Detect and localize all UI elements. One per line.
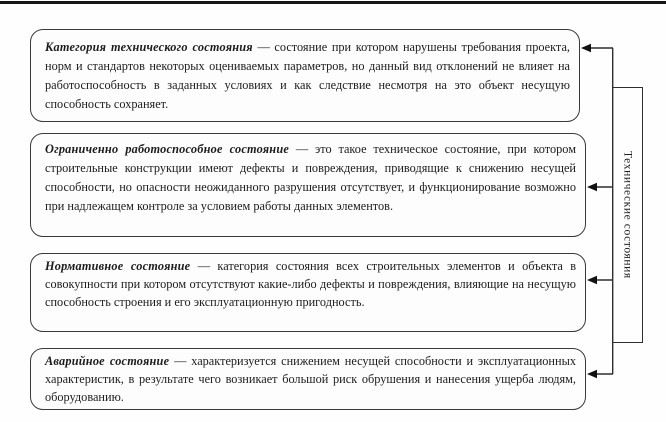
arrow-left-icon (587, 276, 597, 284)
state-box-normative (30, 253, 586, 332)
box-text (31, 30, 579, 114)
box-title: Нормативное состояние (45, 259, 191, 273)
state-box-category (30, 29, 580, 122)
box-body: характеризуется снижением несущей способности и эксплуатационных характеристик, в результате чего возникает большой риск обрушения и нанесения ущерба людям, оборудованию. (45, 354, 577, 404)
box-text (31, 349, 585, 406)
box-body: категория состояния всех строительных элементов и объекта в совокупности при котором отсутствуют какие-либо дефекты и повреждения, влияющие на несущую способность строения и его эксплуатационную пригодность. (45, 259, 577, 309)
box-title: Категория технического состояния (45, 40, 253, 54)
page-top-rule (0, 1, 666, 4)
box-body: это такое техническое состояние, при котором строительные конструкции имеют дефекты и повреждения, приводящие к снижению несущей способности, но опасности неожиданного разрушения отсутствует, и функционирование возможно при надлежащем контроле за условием работы данных элементов. (45, 142, 576, 213)
box-title: Ограниченно работоспособное состояние (45, 142, 290, 156)
technical-states-label-box (612, 87, 643, 343)
box-dash: — (257, 40, 270, 54)
box-title: Аварийное состояние (45, 354, 170, 368)
box-text (31, 134, 585, 216)
box-body: состояние при котором нарушены требования проекта, норм и стандартов некоторых оцениваемых параметров, но данный вид отклонений не влияет на работоспособность в заданных условиях и как следствие несмотря на это объект несущую способность сохраняет. (45, 40, 570, 111)
state-box-limited-operable (30, 133, 586, 237)
technical-states-label: Технические состояния (621, 151, 634, 279)
arrow-left-icon (587, 370, 597, 378)
box-dash: — (295, 142, 309, 156)
state-box-emergency (30, 348, 586, 410)
arrow-left-icon (587, 183, 597, 191)
box-dash: — (197, 259, 211, 273)
box-dash: — (174, 354, 187, 368)
arrow-left-icon (581, 44, 591, 52)
box-text (31, 254, 585, 311)
